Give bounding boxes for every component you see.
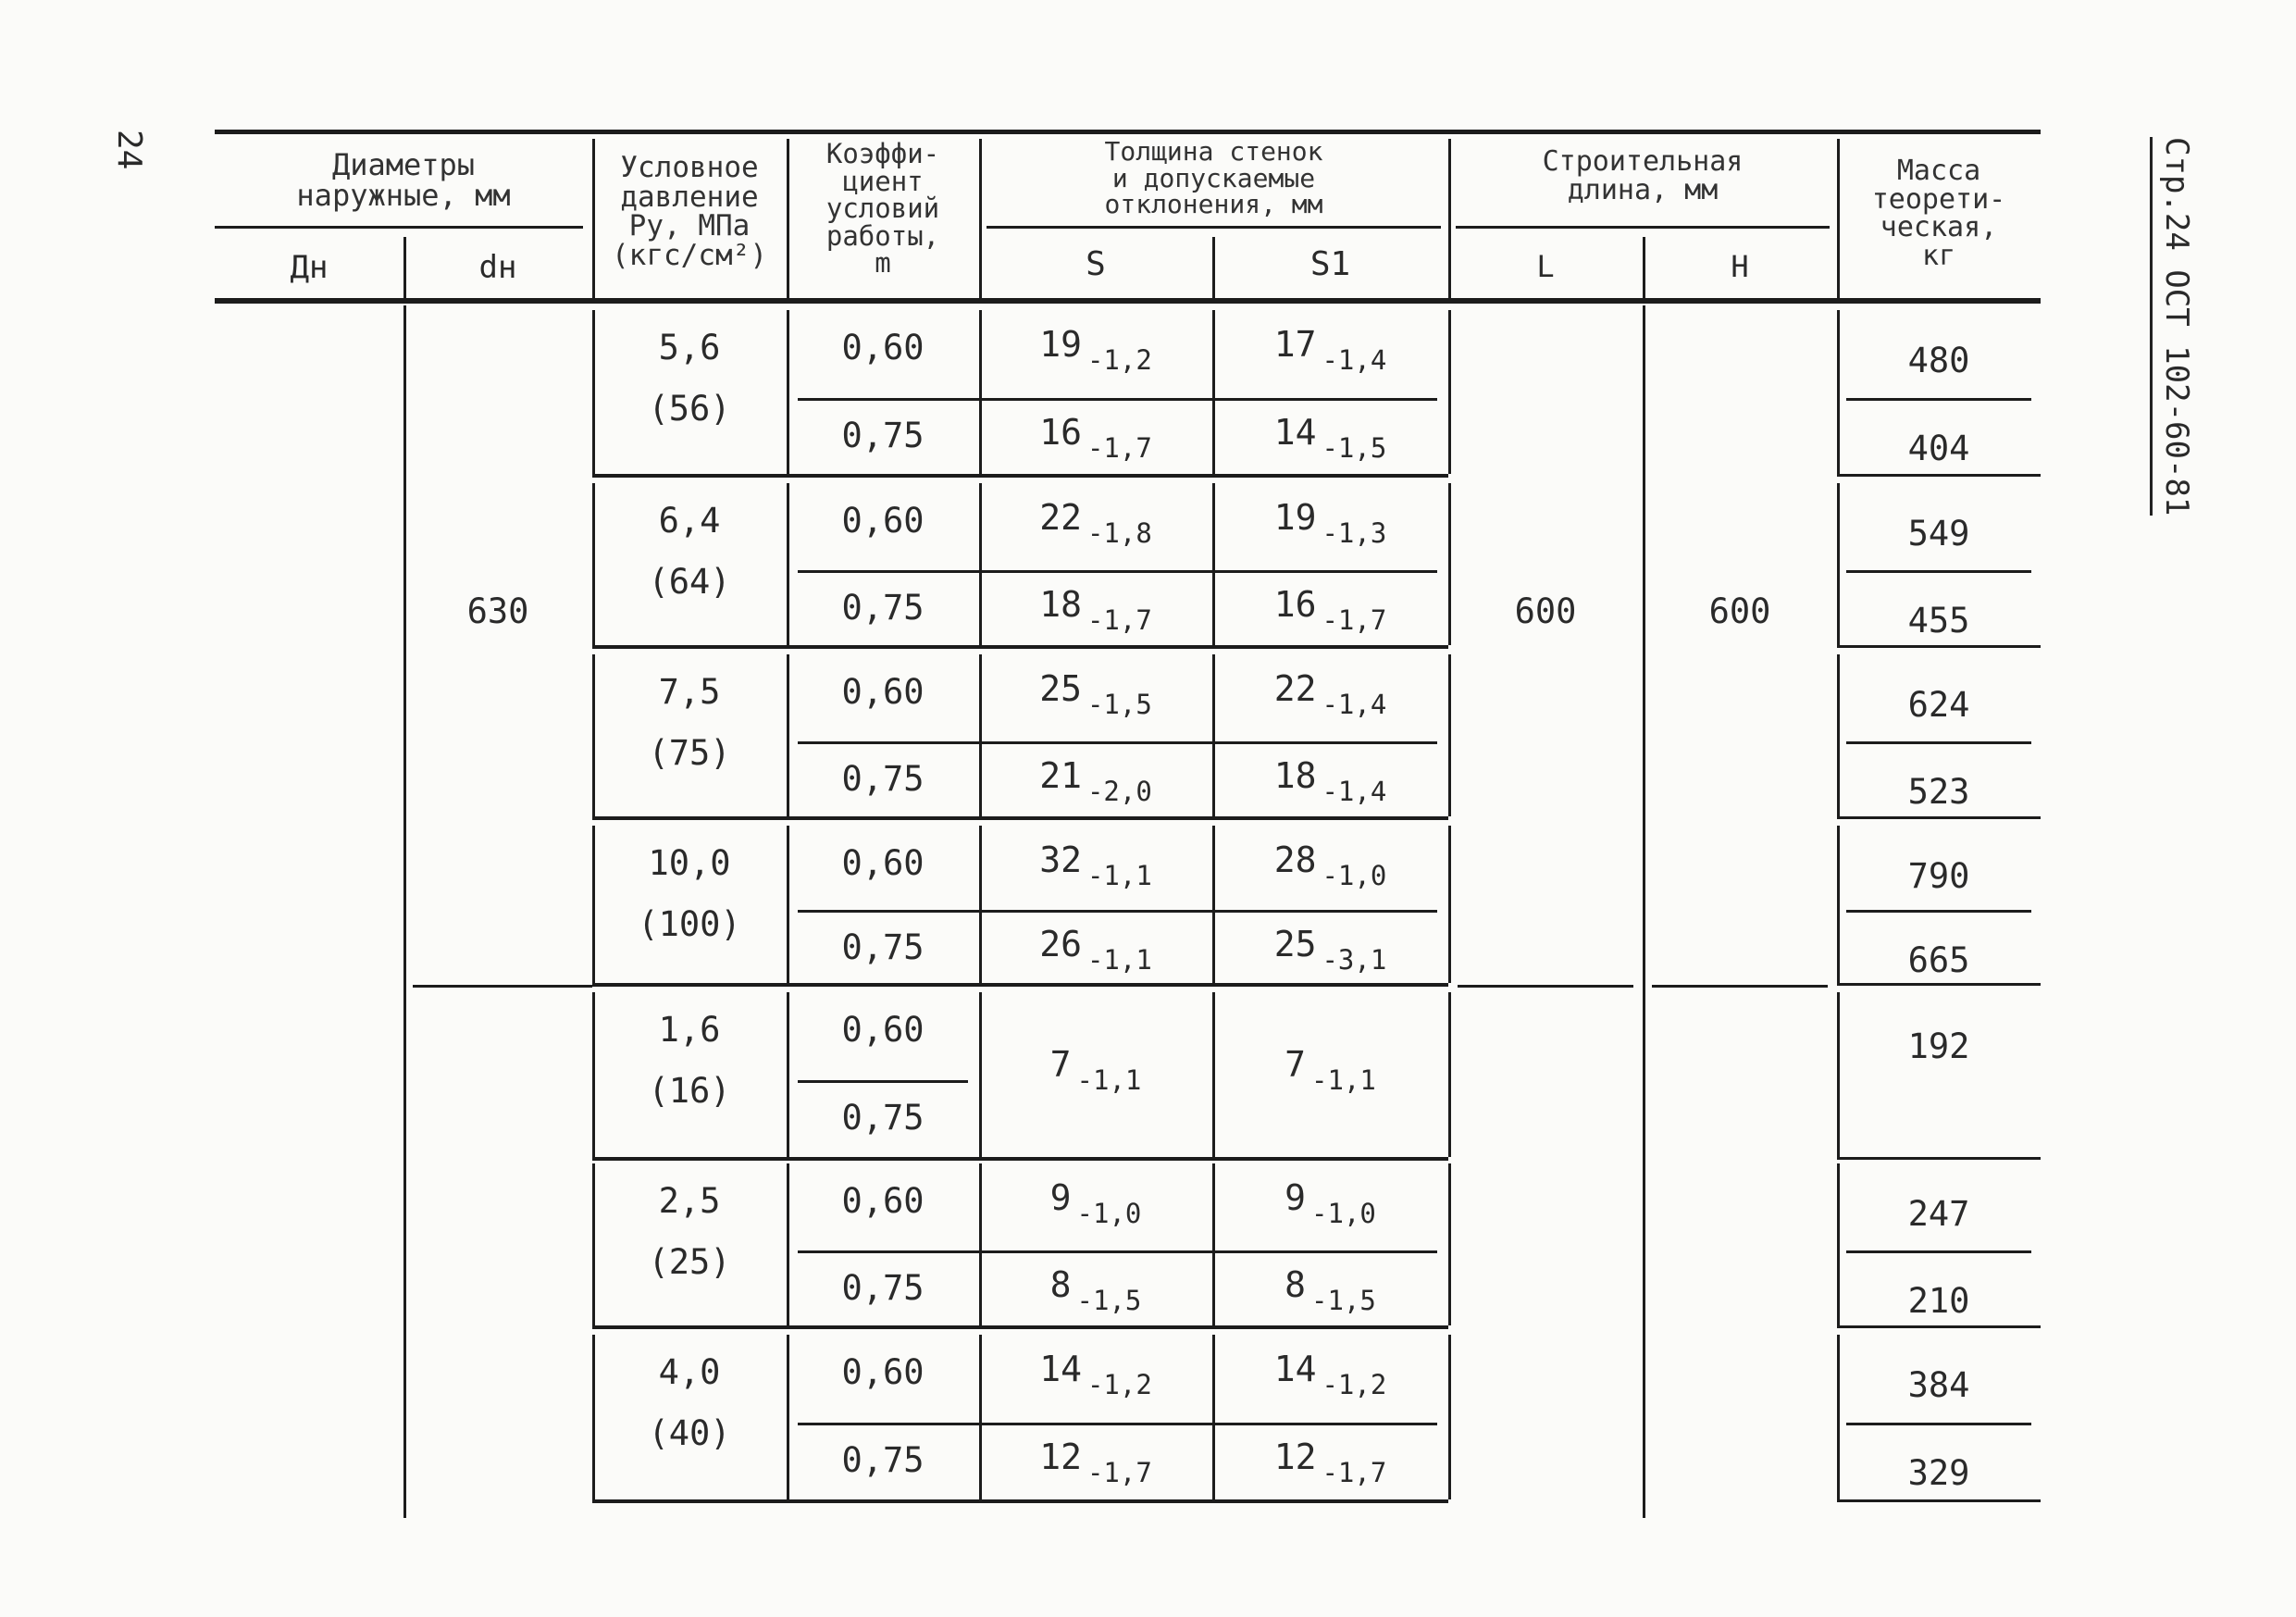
- wall-s-value: 26: [1039, 924, 1082, 964]
- group-rule: [592, 983, 1448, 987]
- wall-s: [1049, 1177, 1142, 1229]
- row-split-rule: [798, 741, 1437, 744]
- group-col-rule: [1212, 992, 1215, 1157]
- top-rule: [215, 130, 2041, 134]
- wall-s: [1039, 924, 1152, 976]
- header-col-rule: [1448, 139, 1451, 298]
- pressure-mpa: 2,5: [658, 1181, 721, 1221]
- header-s1: S1: [1309, 245, 1351, 283]
- wall-s1-tolerance: -1,3: [1322, 517, 1387, 549]
- pressure-mpa: 10,0: [648, 843, 731, 883]
- wall-s1: [1285, 1263, 1376, 1316]
- header-dn-outer: Дн: [290, 249, 329, 286]
- coef-value: 0,75: [841, 415, 925, 455]
- wall-s-tolerance: -1,0: [1076, 1198, 1142, 1229]
- coef-split-rule: [798, 1080, 968, 1083]
- wall-s: [1039, 1349, 1152, 1400]
- mass-split-rule: [1846, 910, 2031, 913]
- coef-value: 0,75: [841, 758, 925, 799]
- group-col-rule: [1448, 654, 1451, 816]
- group-col-rule: [1448, 826, 1451, 983]
- header-col-rule: [403, 237, 406, 298]
- group-col-rule: [787, 992, 789, 1157]
- col-rule-l-h: [1643, 305, 1645, 1518]
- group-col-rule: [787, 654, 789, 816]
- wall-s1: [1273, 840, 1387, 891]
- mass-split-rule: [1846, 1423, 2031, 1425]
- coef-value: 0,60: [841, 1010, 925, 1050]
- header-col-rule: [592, 139, 595, 298]
- group-col-rule: [1837, 826, 1840, 983]
- mass-value: 549: [1907, 514, 1970, 554]
- wall-s-tolerance: -1,5: [1076, 1284, 1142, 1316]
- coef-value: 0,60: [841, 501, 925, 541]
- coef-value: 0,75: [841, 1267, 925, 1308]
- wall-s-value: 16: [1039, 411, 1082, 453]
- mass-value: 247: [1907, 1194, 1970, 1234]
- group-col-rule: [1837, 310, 1840, 474]
- row-split-rule: [798, 398, 1437, 401]
- dn-section-rule: [413, 985, 592, 988]
- wall-s1-value: 28: [1273, 840, 1317, 880]
- pressure-kgf: (64): [648, 562, 731, 602]
- coef-value: 0,75: [841, 1440, 925, 1480]
- mass-value: 192: [1907, 1026, 1970, 1066]
- group-rule-mass: [1837, 1157, 2041, 1160]
- group-col-rule: [1837, 1163, 1840, 1325]
- wall-s1-value: 25: [1273, 924, 1317, 964]
- group-col-rule: [787, 1163, 789, 1325]
- header-wall: Толщина стенок и допускаемые отклонения, мм: [1104, 136, 1323, 220]
- wall-s-tolerance: -1,7: [1086, 1457, 1152, 1488]
- mass-value: 455: [1907, 600, 1970, 641]
- group-col-rule: [979, 483, 982, 645]
- wall-s-tolerance: -1,7: [1086, 603, 1152, 636]
- wall-s1-value: 17: [1273, 324, 1317, 365]
- wall-s-tolerance: -1,2: [1086, 344, 1152, 376]
- pressure-mpa: 1,6: [658, 1010, 721, 1050]
- header-length: Строительная длина, мм: [1542, 145, 1744, 206]
- pressure-mpa: 7,5: [658, 672, 721, 712]
- pressure-mpa: 5,6: [658, 328, 721, 367]
- pressure-kgf: (100): [638, 904, 741, 944]
- group-col-rule: [1212, 1163, 1215, 1325]
- group-rule-mass: [1837, 816, 2041, 819]
- wall-s1-value: 12: [1273, 1437, 1317, 1477]
- wall-s1-value: 14: [1273, 1349, 1317, 1389]
- header-col-rule: [979, 139, 982, 298]
- wall-s: [1039, 497, 1152, 549]
- wall-s-tolerance: -1,8: [1086, 517, 1152, 549]
- pressure-mpa: 4,0: [658, 1352, 721, 1392]
- group-rule-mass: [1837, 1325, 2041, 1328]
- group-col-rule: [1448, 1163, 1451, 1325]
- group-col-rule: [787, 826, 789, 983]
- length-section-rule: [1458, 985, 1633, 988]
- header-col-rule: [787, 139, 789, 298]
- mass-value: 480: [1907, 341, 1970, 380]
- mass-value: 624: [1907, 685, 1970, 725]
- group-col-rule: [979, 310, 982, 474]
- group-col-rule: [1837, 992, 1840, 1157]
- group-col-rule: [1212, 483, 1215, 645]
- mass-split-rule: [1846, 741, 2031, 744]
- wall-s: [1039, 1437, 1152, 1488]
- group-col-rule: [1837, 654, 1840, 816]
- wall-s1-tolerance: -1,0: [1311, 1198, 1376, 1229]
- coef-value: 0,75: [841, 927, 925, 967]
- coef-value: 0,60: [841, 1352, 925, 1392]
- wall-s1-value: 16: [1273, 583, 1317, 625]
- wall-s-value: 12: [1039, 1437, 1082, 1477]
- wall-sub-rule: [987, 226, 1441, 229]
- wall-s-value: 32: [1039, 840, 1082, 880]
- wall-s-tolerance: -1,5: [1086, 689, 1152, 720]
- wall-s-value: 25: [1039, 668, 1082, 709]
- header-diameters: Диаметры наружные, мм: [296, 147, 511, 213]
- row-split-rule: [798, 1250, 1437, 1253]
- wall-s-tolerance: -1,1: [1076, 1064, 1142, 1096]
- mass-value: 210: [1907, 1280, 1970, 1321]
- mass-split-rule: [1846, 1250, 2031, 1253]
- col-rule-dn: [403, 305, 406, 1518]
- wall-s1: [1273, 324, 1387, 376]
- mass-value: 523: [1907, 771, 1970, 812]
- wall-s-value: 14: [1039, 1349, 1082, 1389]
- header-coef: Коэффи- циент условий работы, m: [825, 138, 940, 280]
- wall-s: [1039, 583, 1152, 636]
- mass-value: 404: [1907, 428, 1970, 468]
- group-col-rule: [979, 826, 982, 983]
- wall-s1: [1273, 583, 1387, 636]
- wall-s1-value: 22: [1273, 668, 1317, 709]
- mass-value: 665: [1907, 940, 1970, 980]
- pressure-kgf: (16): [648, 1071, 731, 1111]
- wall-s1-value: 9: [1285, 1177, 1307, 1218]
- wall-s1-tolerance: -1,7: [1322, 603, 1387, 636]
- coef-value: 0,60: [841, 843, 925, 883]
- wall-s-tolerance: -1,2: [1086, 1369, 1152, 1400]
- group-col-rule: [592, 1335, 595, 1499]
- wall-s-value: 22: [1039, 497, 1082, 538]
- group-col-rule: [592, 826, 595, 983]
- wall-s: [1039, 754, 1152, 807]
- group-col-rule: [1212, 1335, 1215, 1499]
- wall-s1: [1273, 924, 1387, 976]
- wall-s1-tolerance: -1,4: [1322, 775, 1387, 807]
- group-col-rule: [1448, 310, 1451, 474]
- group-rule: [592, 1157, 1448, 1161]
- mass-split-rule: [1846, 398, 2031, 401]
- group-col-rule: [979, 654, 982, 816]
- group-col-rule: [787, 483, 789, 645]
- coef-value: 0,60: [841, 1181, 925, 1221]
- group-rule: [592, 645, 1448, 649]
- header-mass: Масса теорети- ческая, кг: [1871, 155, 2006, 272]
- wall-s1: [1273, 668, 1387, 720]
- group-rule-mass: [1837, 474, 2041, 477]
- wall-s1-value: 7: [1285, 1044, 1307, 1085]
- wall-s1-value: 14: [1273, 411, 1317, 453]
- group-col-rule: [592, 992, 595, 1157]
- wall-s1: [1285, 1177, 1376, 1229]
- length-sub-rule: [1456, 226, 1830, 229]
- wall-s1-tolerance: -3,1: [1322, 944, 1387, 976]
- header-h: H: [1731, 249, 1749, 284]
- group-col-rule: [1212, 654, 1215, 816]
- group-col-rule: [592, 483, 595, 645]
- mass-value: 384: [1907, 1365, 1970, 1405]
- wall-s1-tolerance: -1,4: [1322, 689, 1387, 720]
- coef-value: 0,75: [841, 1098, 925, 1138]
- group-rule-mass: [1837, 645, 2041, 648]
- wall-s1: [1273, 497, 1387, 549]
- wall-s-value: 18: [1039, 583, 1082, 625]
- coef-value: 0,60: [841, 328, 925, 367]
- group-col-rule: [592, 654, 595, 816]
- group-col-rule: [1448, 483, 1451, 645]
- wall-s1-value: 18: [1273, 754, 1317, 796]
- page-number: 24: [110, 130, 148, 170]
- wall-s1-tolerance: -1,2: [1322, 1369, 1387, 1400]
- pressure-kgf: (25): [648, 1242, 731, 1282]
- wall-s-tolerance: -1,1: [1086, 860, 1152, 891]
- wall-s-value: 8: [1049, 1263, 1072, 1305]
- length-l-value: 600: [1514, 591, 1577, 631]
- coef-value: 0,75: [841, 587, 925, 628]
- group-col-rule: [592, 310, 595, 474]
- group-rule-mass: [1837, 1499, 2041, 1502]
- group-col-rule: [1212, 826, 1215, 983]
- row-split-rule: [798, 1423, 1437, 1425]
- wall-s: [1039, 668, 1152, 720]
- group-col-rule: [979, 1163, 982, 1325]
- header-pressure: Условное давление Ру, МПа (кгс/см²): [612, 151, 767, 272]
- group-rule: [592, 474, 1448, 478]
- group-col-rule: [979, 992, 982, 1157]
- pressure-kgf: (56): [648, 389, 731, 429]
- wall-s1: [1273, 1437, 1387, 1488]
- wall-s-tolerance: -1,1: [1086, 944, 1152, 976]
- mass-value: 329: [1907, 1453, 1970, 1493]
- wall-s1-value: 8: [1285, 1263, 1307, 1305]
- header-col-rule: [1212, 237, 1215, 298]
- pressure-kgf: (40): [648, 1413, 731, 1453]
- header-bottom-rule: [215, 298, 2041, 304]
- wall-s-tolerance: -2,0: [1086, 775, 1152, 807]
- group-col-rule: [1448, 992, 1451, 1157]
- group-col-rule: [787, 1335, 789, 1499]
- group-col-rule: [1448, 1335, 1451, 1499]
- wall-s: [1039, 411, 1152, 464]
- header-col-rule: [1643, 237, 1645, 298]
- wall-s: [1049, 1044, 1142, 1096]
- document-side-header: Стр.24 ОСТ 102-60-81: [2150, 137, 2195, 516]
- wall-s1: [1273, 411, 1387, 464]
- pressure-kgf: (75): [648, 733, 731, 773]
- group-col-rule: [592, 1163, 595, 1325]
- group-col-rule: [787, 310, 789, 474]
- group-col-rule: [1837, 1335, 1840, 1499]
- wall-s1-tolerance: -1,0: [1322, 860, 1387, 891]
- wall-s1: [1285, 1044, 1376, 1096]
- group-col-rule: [979, 1335, 982, 1499]
- wall-s1-tolerance: -1,5: [1311, 1284, 1376, 1316]
- group-col-rule: [1837, 483, 1840, 645]
- header-l: L: [1536, 249, 1555, 284]
- wall-s-value: 19: [1039, 324, 1082, 365]
- header-s: S: [1086, 245, 1106, 283]
- wall-s1-value: 19: [1273, 497, 1317, 538]
- wall-s1: [1273, 1349, 1387, 1400]
- wall-s-tolerance: -1,7: [1086, 431, 1152, 464]
- group-col-rule: [1212, 310, 1215, 474]
- row-split-rule: [798, 570, 1437, 573]
- pressure-mpa: 6,4: [658, 501, 721, 541]
- wall-s1-tolerance: -1,1: [1311, 1064, 1376, 1096]
- row-split-rule: [798, 910, 1437, 913]
- header-col-rule: [1837, 139, 1840, 298]
- wall-s: [1039, 840, 1152, 891]
- wall-s1: [1273, 754, 1387, 807]
- wall-s-value: 7: [1049, 1044, 1072, 1085]
- mass-value: 790: [1907, 856, 1970, 896]
- mass-split-rule: [1846, 570, 2031, 573]
- diam-sub-rule: [215, 226, 583, 229]
- wall-s1-tolerance: -1,4: [1322, 344, 1387, 376]
- group-rule: [592, 816, 1448, 820]
- length-section-rule: [1652, 985, 1828, 988]
- coef-value: 0,60: [841, 672, 925, 712]
- dn-value: 630: [466, 591, 529, 631]
- group-rule: [592, 1499, 1448, 1503]
- header-dn-small: dн: [478, 249, 517, 286]
- group-rule-mass: [1837, 983, 2041, 986]
- wall-s-value: 21: [1039, 754, 1082, 796]
- group-rule: [592, 1325, 1448, 1329]
- length-h-value: 600: [1708, 591, 1771, 631]
- wall-s: [1039, 324, 1152, 376]
- wall-s1-tolerance: -1,7: [1322, 1457, 1387, 1488]
- wall-s: [1049, 1263, 1142, 1316]
- wall-s-value: 9: [1049, 1177, 1072, 1218]
- wall-s1-tolerance: -1,5: [1322, 431, 1387, 464]
